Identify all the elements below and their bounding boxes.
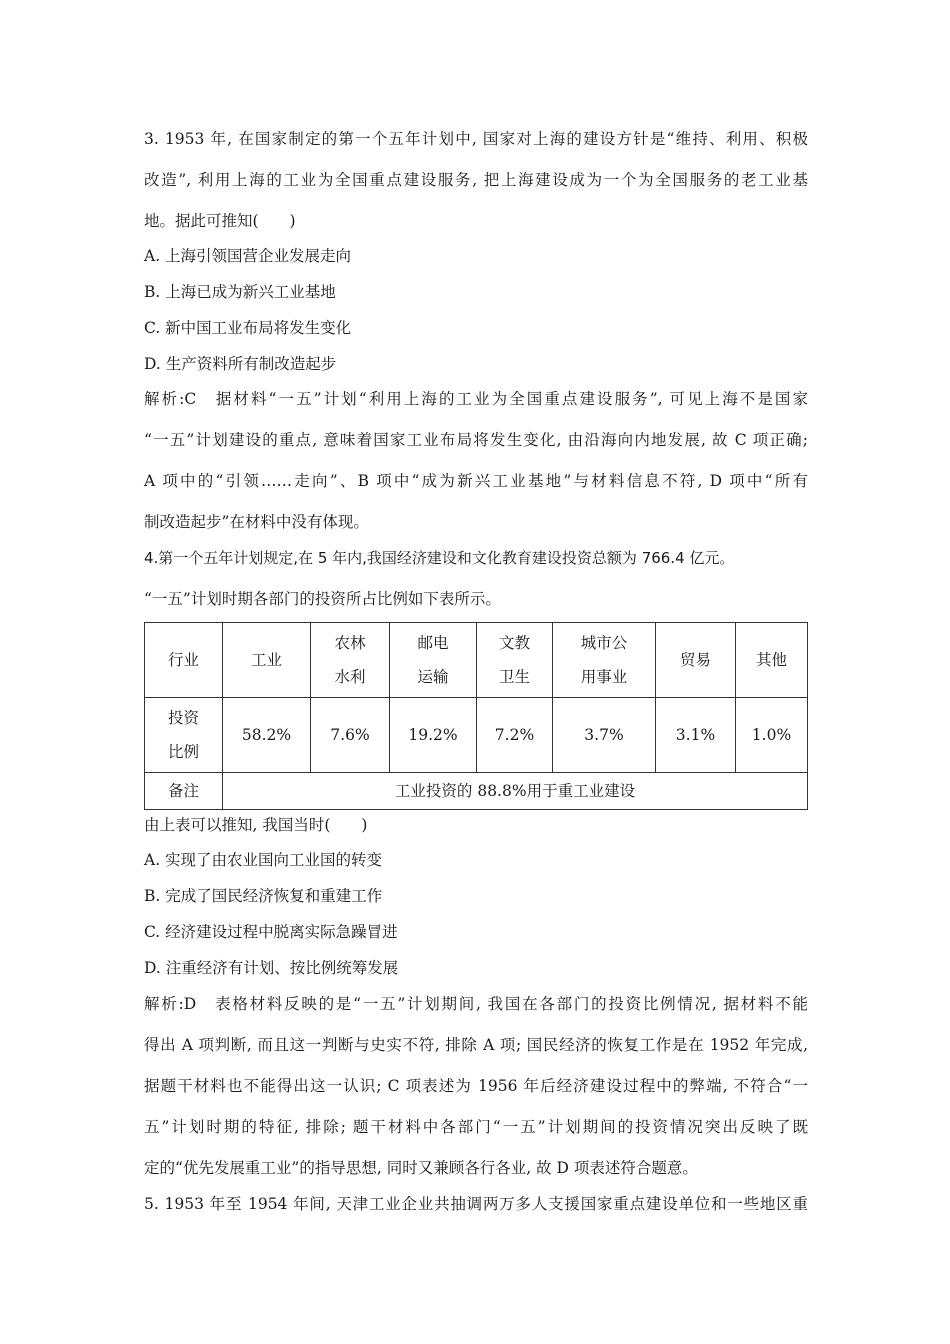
row-label-cell: 投资 比例 [145,698,223,773]
note-label-cell: 备注 [145,773,223,810]
q3-stem-line-3: 地。据此可推知( ) [144,212,296,230]
q3-analysis-line-4: 制改造起步”在材料中没有体现。 [144,513,369,531]
q4-analysis-line-1: 解析:D 表格材料反映的是“一五”计划期间, 我国在各部门的投资比例情况, 据材料不能 [144,995,808,1013]
q3-option-b: B. 上海已成为新兴工业基地 [144,283,336,301]
q3-analysis-line-1: 解析:C 据材料“一五”计划“利用上海的工业为全国重点建设服务”, 可见上海不是国家 [144,390,808,408]
column-header: 其他 [736,623,808,698]
note-cell: 工业投资的 88.8%用于重工业建设 [223,773,808,810]
value-cell: 7.6% [311,698,390,773]
q4-intro-line-1: 4.第一个五年计划规定,在 5 年内,我国经济建设和文化教育建设投资总额为 766.4 亿元。 [144,549,735,567]
q4-option-b: B. 完成了国民经济恢复和重建工作 [144,887,383,905]
q3-option-a: A. 上海引领国营企业发展走向 [144,247,352,265]
q4-analysis-line-2: 得出 A 项判断, 而且这一判断与史实不符, 排除 A 项; 国民经济的恢复工作是在 1952 年完成, [144,1036,808,1054]
q4-analysis-line-5: 定的“优先发展重工业”的指导思想, 同时又兼顾各行各业, 故 D 项表述符合题意。 [144,1159,698,1177]
q4-option-d: D. 注重经济有计划、按比例统筹发展 [144,959,399,977]
q5-stem-line-1: 5. 1953 年至 1954 年间, 天津工业企业共抽调两万多人支援国家重点建设单位和一些地区重 [144,1195,808,1213]
column-header: 文教 卫生 [477,623,553,698]
header-label-cell: 行业 [145,623,223,698]
column-header: 贸易 [656,623,736,698]
column-header: 农林 水利 [311,623,390,698]
q4-analysis-line-3: 据题干材料也不能得出这一认识; C 项表述为 1956 年后经济建设过程中的弊端, 不符合“一 [144,1077,808,1095]
q3-analysis-line-2: “一五”计划建设的重点, 意味着国家工业布局将发生变化, 由沿海向内地发展, 故 C 项正确; [144,431,808,449]
q3-option-d: D. 生产资料所有制改造起步 [144,355,337,373]
table-header-row [145,623,808,698]
q3-option-c: C. 新中国工业布局将发生变化 [144,319,352,337]
column-header: 城市公 用事业 [553,623,656,698]
investment-table [144,622,808,810]
value-cell: 7.2% [477,698,553,773]
value-cell: 3.7% [553,698,656,773]
value-cell: 3.1% [656,698,736,773]
value-cell: 1.0% [736,698,808,773]
q4-option-c: C. 经济建设过程中脱离实际急躁冒进 [144,923,398,941]
table-note-row [145,773,808,810]
q4-stem: 由上表可以推知, 我国当时( ) [144,816,368,834]
table-row [145,698,808,773]
q3-stem-line-2: 改造”, 利用上海的工业为全国重点建设服务, 把上海建设成为一个为全国服务的老工业基 [144,171,808,189]
q4-analysis-line-4: 五”计划时期的特征, 排除; 题干材料中各部门“一五”计划期间的投资情况突出反映了既 [144,1118,808,1136]
column-header: 工业 [223,623,311,698]
column-header: 邮电 运输 [390,623,477,698]
q4-option-a: A. 实现了由农业国向工业国的转变 [144,851,383,869]
q3-stem-line-1: 3. 1953 年, 在国家制定的第一个五年计划中, 国家对上海的建设方针是“维持、利用、积极 [144,130,808,148]
q4-intro-line-2: “一五”计划时期各部门的投资所占比例如下表所示。 [144,590,501,608]
q3-analysis-line-3: A 项中的“引领……走向”、B 项中“成为新兴工业基地”与材料信息不符, D 项中“所有 [144,472,808,490]
value-cell: 19.2% [390,698,477,773]
value-cell: 58.2% [223,698,311,773]
